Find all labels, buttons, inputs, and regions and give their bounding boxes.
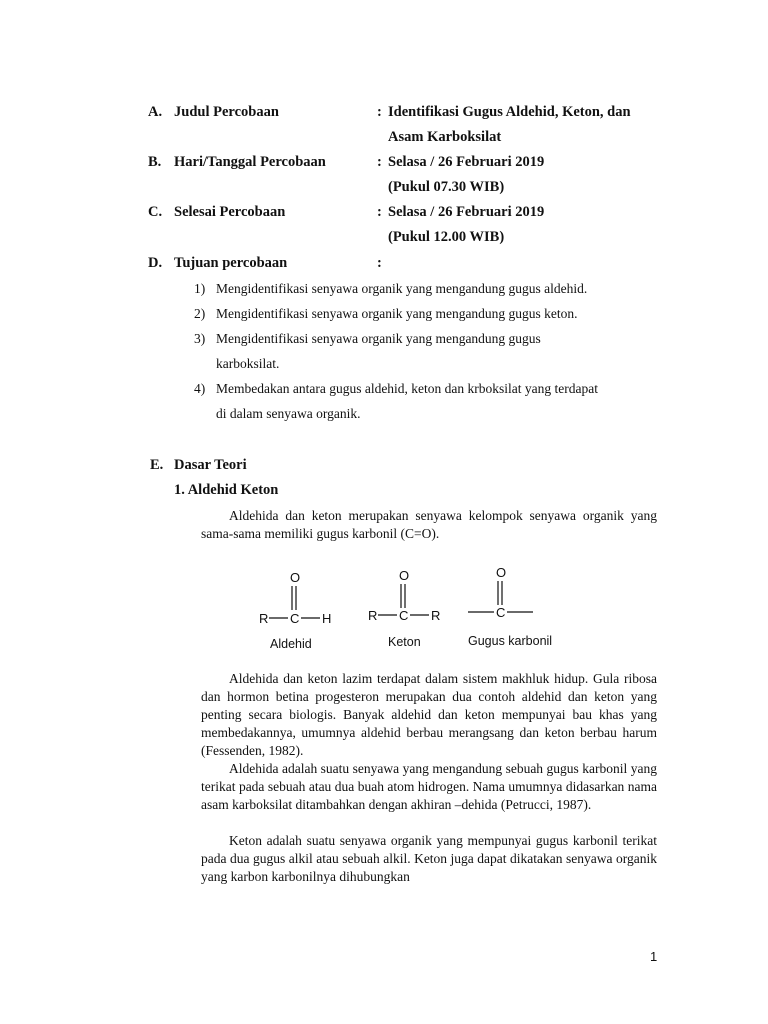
item-b-value: Selasa / 26 Februari 2019: [388, 154, 545, 170]
item-b-value-cont: (Pukul 07.30 WIB): [388, 179, 505, 195]
aldehid-h-atom: H: [322, 611, 332, 626]
goal-text-cont: di dalam senyawa organik.: [216, 406, 361, 421]
item-a-letter: A.: [148, 104, 163, 120]
item-a-label: Judul Percobaan: [174, 104, 279, 120]
intro-paragraph: [201, 507, 657, 543]
item-a-value: Identifikasi Gugus Aldehid, Keton, dan: [388, 104, 631, 120]
intro-text: Aldehida dan keton merupakan senyawa kelompok senyawa organik yang sama-sama memiliki gugus karbonil (C=O).: [201, 508, 657, 541]
item-a-colon: :: [377, 104, 382, 120]
goal-text: Mengidentifikasi senyawa organik yang mengandung gugus keton.: [216, 306, 578, 321]
body-paragraph: [201, 670, 657, 760]
paragraph-text: Aldehida dan keton lazim terdapat dalam sistem makhluk hidup. Gula ribosa dan hormon betina progesteron merupakan dua contoh aldehid dan keton yang penting secara biologis. Banyak aldehid dan keton mempunyai bau khas yang membedakannya, umumnya aldehid berbau merangsang dan keton berbau harum (Fessenden, 1982).: [201, 671, 657, 758]
section-e-letter: E.: [150, 457, 164, 473]
goal-text-cont: karboksilat.: [216, 356, 280, 371]
item-d-letter: D.: [148, 255, 163, 271]
goal-number: 2): [194, 306, 206, 321]
aldehid-o-atom: O: [290, 570, 301, 585]
paragraph-text: Aldehida adalah suatu senyawa yang mengandung sebuah gugus karbonil yang terikat pada sebuah atau dua buah atom hidrogen. Nama umumnya didasarkan nama asam karboksilat ditambahkan dengan akhiran –dehida (Petrucci, 1987).: [201, 761, 657, 812]
paragraph-text: Keton adalah suatu senyawa organik yang mempunyai gugus karbonil terikat pada dua gugus alkil atau sebuah alkil. Keton juga dapat dikatakan senyawa organik yang karbon karbonilnya dihubungkan: [201, 833, 657, 884]
keton-caption: Keton: [388, 635, 421, 649]
item-c-letter: C.: [148, 204, 163, 220]
karbonil-c-atom: C: [496, 605, 506, 620]
item-c-value: Selasa / 26 Februari 2019: [388, 204, 545, 220]
goal-number: 4): [194, 381, 206, 396]
keton-r-group: R: [368, 608, 378, 623]
aldehid-caption: Aldehid: [270, 637, 312, 651]
item-b-letter: B.: [148, 154, 162, 170]
item-c-colon: :: [377, 204, 382, 220]
item-b-colon: :: [377, 154, 382, 170]
body-paragraph: [201, 760, 657, 814]
item-b-label: Hari/Tanggal Percobaan: [174, 154, 326, 170]
section-e-title: Dasar Teori: [174, 457, 247, 473]
goal-text: Mengidentifikasi senyawa organik yang mengandung gugus aldehid.: [216, 281, 588, 296]
item-d-colon: :: [377, 255, 382, 271]
aldehid-r-group: R: [259, 611, 269, 626]
keton-c-atom: C: [399, 608, 409, 623]
goal-number: 3): [194, 331, 206, 346]
item-c-value-cont: (Pukul 12.00 WIB): [388, 229, 505, 245]
page-number: 1: [650, 949, 658, 964]
body-paragraph: [201, 832, 657, 886]
keton-o-atom: O: [399, 568, 410, 583]
aldehid-c-atom: C: [290, 611, 300, 626]
item-c-label: Selesai Percobaan: [174, 204, 286, 220]
carbonyl-structures-diagram: [250, 562, 570, 654]
item-a-value-cont: Asam Karboksilat: [388, 129, 502, 145]
goal-text: Membedakan antara gugus aldehid, keton dan krboksilat yang terdapat: [216, 381, 599, 396]
item-d-label: Tujuan percobaan: [174, 255, 288, 271]
keton-r-group: R: [431, 608, 441, 623]
karbonil-caption: Gugus karbonil: [468, 634, 553, 648]
subsection-title: 1. Aldehid Keton: [174, 482, 279, 498]
karbonil-o-atom: O: [496, 565, 507, 580]
goal-text: Mengidentifikasi senyawa organik yang mengandung gugus: [216, 331, 541, 346]
goal-number: 1): [194, 281, 206, 296]
